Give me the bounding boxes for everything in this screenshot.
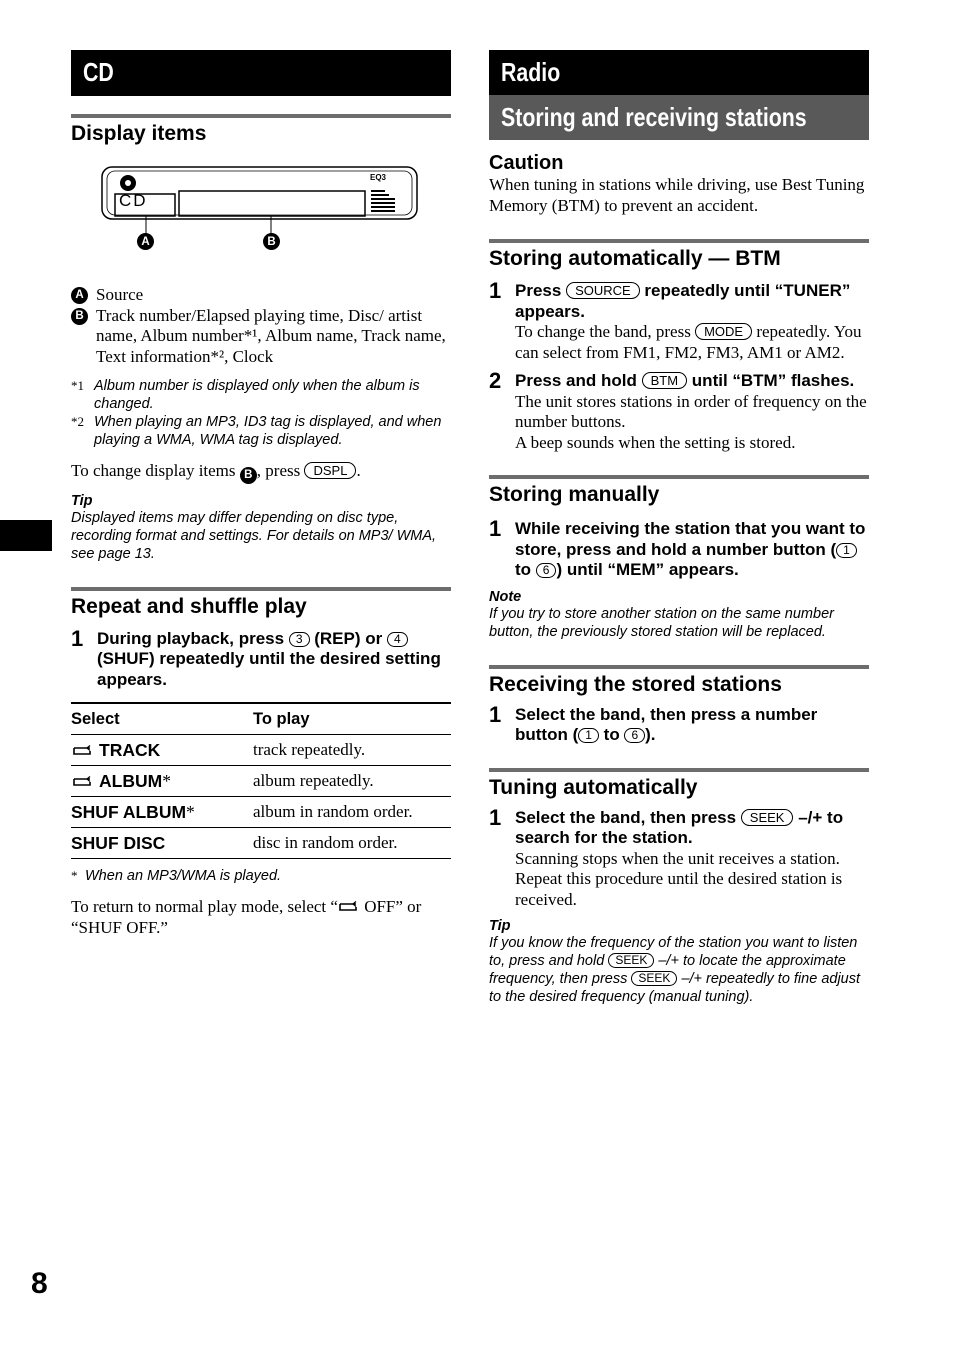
key-3: 3 xyxy=(289,632,310,647)
btm-key: BTM xyxy=(642,372,687,389)
tuning-step-1: 1 Select the band, then press SEEK –/+ to search for the station. Scanning stops when the unit receives a station. Repeat this procedure until the desired station is received. xyxy=(489,804,844,909)
side-tab-marker xyxy=(0,520,52,551)
repeat-icon xyxy=(338,900,360,914)
to-play-cell: disc in random order. xyxy=(253,828,451,859)
receiving-heading: Receiving the stored stations xyxy=(489,665,869,697)
caution-text: When tuning in stations while driving, use Best Tuning Memory (BTM) to prevent an accident. xyxy=(489,175,865,215)
footnote-1: *1 Album number is displayed only when the album is changed. xyxy=(71,378,420,412)
repeat-icon xyxy=(71,744,95,758)
change-display-items: To change display items B , press DSPL . xyxy=(71,461,451,484)
table-footnote: * When an MP3/WMA is played. xyxy=(71,868,282,885)
key-6: 6 xyxy=(536,563,557,578)
subsection-title: Storing and receiving stations xyxy=(489,95,869,140)
select-cell xyxy=(71,797,253,828)
table-header-to-play: To play xyxy=(253,703,451,735)
display-cd-text: CD xyxy=(119,191,148,210)
tip-label: Tip xyxy=(71,492,93,509)
dspl-key: DSPL xyxy=(304,462,356,479)
select-value: ALBUM xyxy=(99,770,163,791)
source-key: SOURCE xyxy=(566,282,640,299)
select-value: SHUF ALBUM xyxy=(71,801,187,822)
note-text: If you try to store another station on the same number button, the previously stored station will be replaced. xyxy=(489,605,834,640)
key-1: 1 xyxy=(836,543,857,558)
tuning-tip-label: Tip xyxy=(489,918,511,934)
callout-b-icon: B xyxy=(71,308,88,325)
to-play-cell: album repeatedly. xyxy=(253,766,451,797)
manual-step-1: 1 While receiving the station that you want to store, press and hold a number button ( 1 to 6 ) until “MEM” appears. xyxy=(489,516,866,579)
to-play-cell: album in random order. xyxy=(253,797,451,828)
seek-key: SEEK xyxy=(741,809,794,826)
key-6: 6 xyxy=(624,728,645,743)
tuning-heading: Tuning automatically xyxy=(489,768,869,800)
table-row xyxy=(71,828,451,859)
display-items-heading: Display items xyxy=(71,114,451,146)
seek-key: SEEK xyxy=(608,953,654,968)
page-number: 8 xyxy=(31,1267,48,1300)
btm-step-1: 1 Press SOURCE repeatedly until “TUNER” appears. To change the band, press MODE repeatedly. You can select from FM1, FM2, FM3, AM1 or AM2. xyxy=(489,278,862,362)
repeat-table xyxy=(71,702,451,859)
mode-key: MODE xyxy=(695,323,752,340)
section-title-radio: Radio xyxy=(489,50,869,95)
receive-step-1: 1 Select the band, then press a number button ( 1 to 6 ). xyxy=(489,701,818,744)
repeat-icon xyxy=(71,775,95,789)
storing-manually-heading: Storing manually xyxy=(489,475,869,507)
callout-a-diagram: A xyxy=(137,233,154,250)
left-column xyxy=(71,50,451,938)
select-value: TRACK xyxy=(99,739,161,760)
seek-key: SEEK xyxy=(631,971,677,986)
table-row xyxy=(71,766,451,797)
return-normal-text: To return to normal play mode, select “ OFF” or “SHUF OFF.” xyxy=(71,897,422,937)
btm-heading: Storing automatically — BTM xyxy=(489,239,869,271)
select-cell xyxy=(71,735,253,766)
section-title-cd: CD xyxy=(71,50,451,96)
caution-heading: Caution xyxy=(489,152,564,174)
callout-b-diagram: B xyxy=(263,233,280,250)
repeat-shuffle-heading: Repeat and shuffle play xyxy=(71,587,451,619)
tuning-tip-text: If you know the frequency of the station you want to listen to, press and hold SEEK –/+ to locate the approximate frequency, then press SEEK –/+ repeatedly to fine adjust to the desired frequency (manual tuning). xyxy=(489,935,861,1005)
display-illustration xyxy=(71,146,451,270)
tip-text: Displayed items may differ depending on disc type, recording format and settings. For details on MP3/ WMA, see page 13. xyxy=(71,509,437,562)
to-play-cell: track repeatedly. xyxy=(253,735,451,766)
display-eq-text: EQ3 xyxy=(370,173,387,182)
table-header-select: Select xyxy=(71,703,253,735)
callout-b-inline-icon: B xyxy=(240,467,257,484)
key-4: 4 xyxy=(387,632,408,647)
legend-b: B Track number/Elapsed playing time, Disc/ artist name, Album number*¹, Album name, Track name, Text information*², Clock xyxy=(71,306,451,368)
footnote-star: * xyxy=(186,801,195,822)
key-1: 1 xyxy=(578,728,599,743)
select-cell xyxy=(71,766,253,797)
btm-step-2: 2 Press and hold BTM until “BTM” flashes. The unit stores stations in order of frequency on the number buttons. A beep sounds when the setting is stored. xyxy=(489,368,867,452)
callout-a-icon: A xyxy=(71,287,88,304)
footnote-2: *2 When playing an MP3, ID3 tag is displayed, and when playing a WMA, WMA tag is displayed. xyxy=(71,414,442,448)
table-row xyxy=(71,735,451,766)
table-row xyxy=(71,797,451,828)
right-column xyxy=(489,50,869,1006)
repeat-step-1: 1 During playback, press 3 (REP) or 4 (SHUF) repeatedly until the desired setting appears. xyxy=(71,625,441,689)
legend-a: A Source xyxy=(71,285,451,306)
select-cell xyxy=(71,828,253,859)
note-label: Note xyxy=(489,588,522,605)
footnote-star: * xyxy=(162,770,171,791)
select-value: SHUF DISC xyxy=(71,832,166,853)
